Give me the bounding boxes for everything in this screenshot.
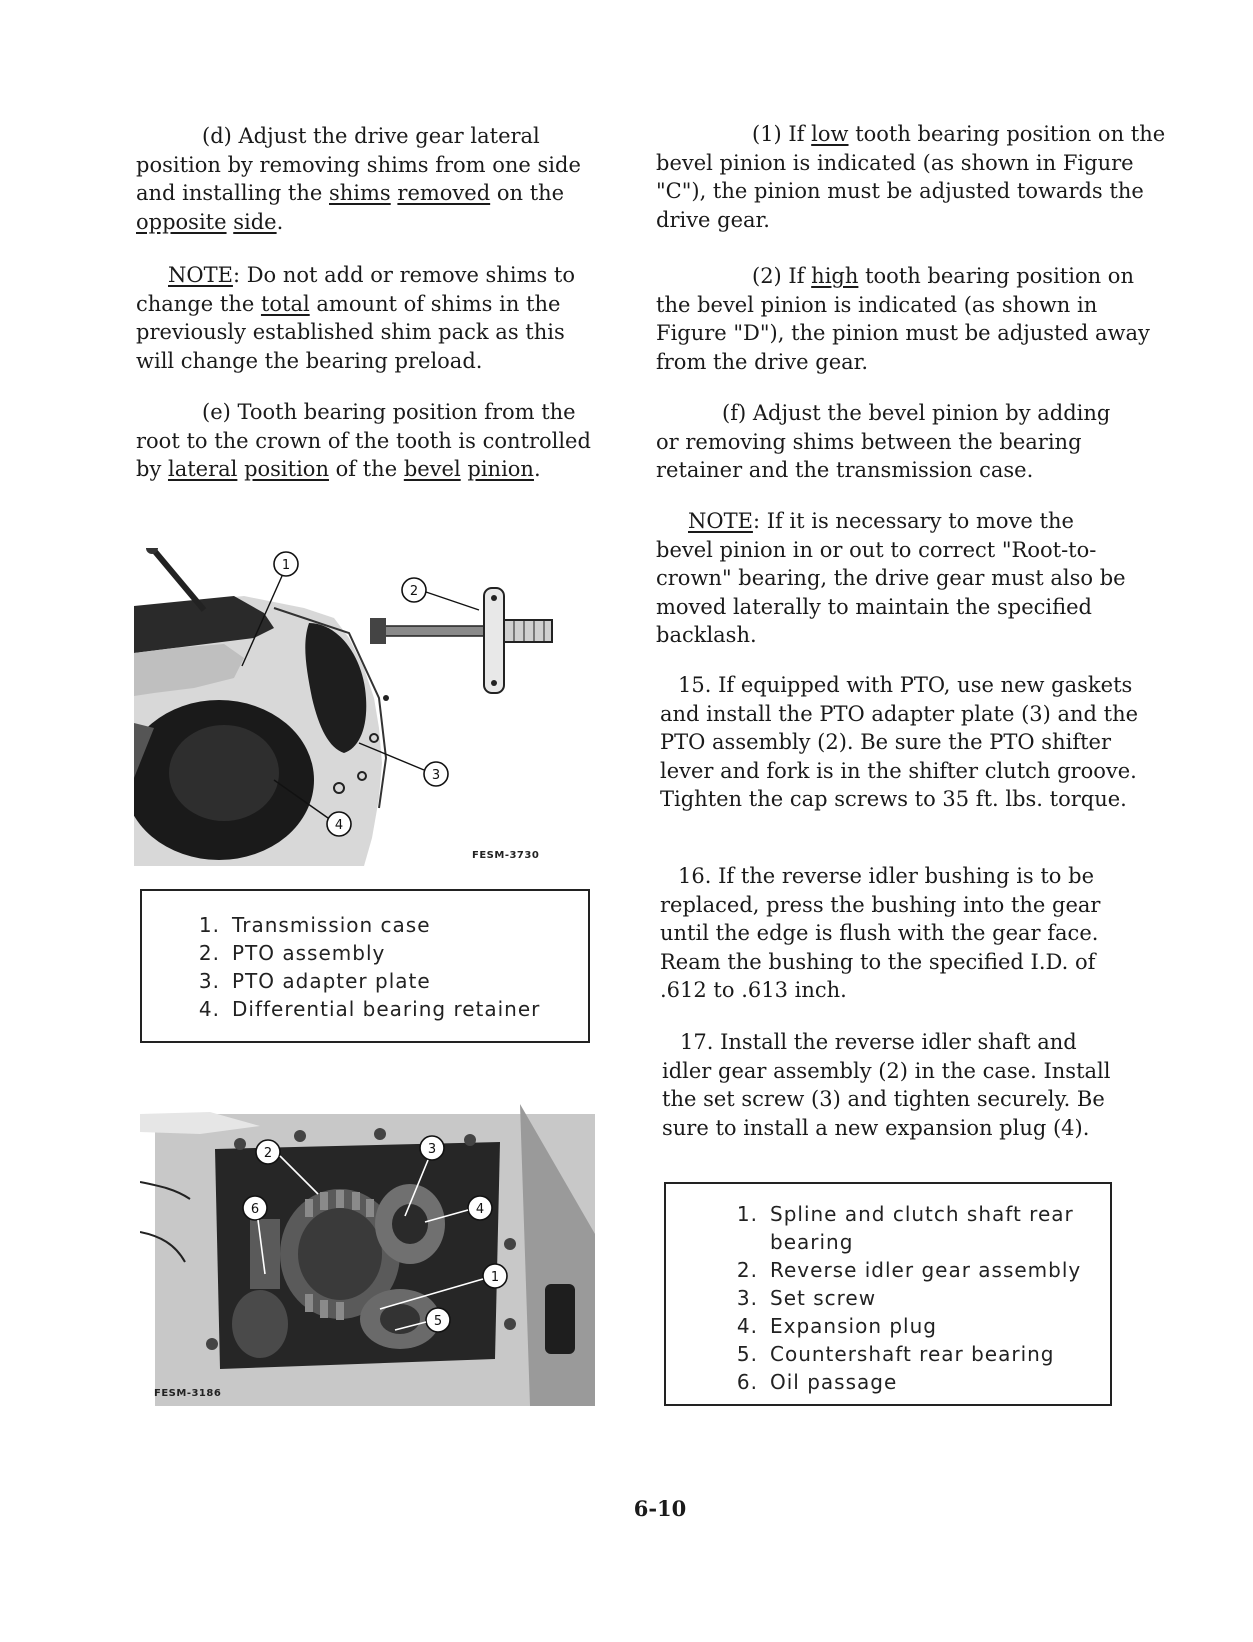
svg-text:5: 5 — [433, 1314, 443, 1329]
note-2 — [656, 507, 1136, 650]
step-e — [136, 398, 606, 484]
svg-text:2: 2 — [263, 1146, 273, 1161]
step-f-paragraph: (f) Adjust the bevel pinion by adding or removing shims between the bearing retainer and the transmission case. — [656, 401, 1111, 482]
svg-text:3: 3 — [427, 1142, 437, 1157]
step-d-paragraph: (d) Adjust the drive gear lateral position by removing shims from one side and installing the shims removed on the opposite side. — [136, 124, 581, 234]
step-15-paragraph: 15. If equipped with PTO, use new gaskets and install the PTO adapter plate (3) and the PTO assembly (2). Be sure the PTO shifter lever and fork is in the shifter clutch groove. Tighten the cap screws to 35 ft. lbs. torque. — [660, 673, 1139, 811]
legend-1-item: 1. Transmission case — [198, 913, 431, 937]
pto-assembly-photo — [134, 548, 564, 866]
svg-text:4: 4 — [334, 818, 344, 833]
step-16 — [660, 862, 1140, 1005]
transmission-case-photo — [140, 1104, 595, 1409]
figure-1-legend — [140, 889, 590, 1043]
figure-2-legend — [664, 1182, 1112, 1406]
legend-1-item: 3. PTO adapter plate — [198, 969, 431, 993]
svg-text:4: 4 — [475, 1202, 485, 1217]
legend-1-item: 4. Differential bearing retainer — [198, 997, 541, 1021]
svg-text:3: 3 — [431, 768, 441, 783]
svg-text:2: 2 — [409, 584, 419, 599]
note-1 — [136, 261, 606, 375]
svg-text:1: 1 — [281, 558, 291, 573]
step-15 — [660, 671, 1140, 814]
step-16-paragraph: 16. If the reverse idler bushing is to be replaced, press the bushing into the gear until the edge is flush with the gear face. Ream the bushing to the specified I.D. of .612 to .613 inch. — [660, 864, 1101, 1002]
figure-2-code: FESM-3186 — [154, 1388, 222, 1399]
note-2-paragraph: NOTE: If it is necessary to move the bevel pinion in or out to correct "Root-to-crown" bearing, the drive gear must also be moved laterally to maintain the specified backlash. — [656, 509, 1126, 647]
legend-2-item: 1. Spline and clutch shaft rear bearing — [736, 1202, 1074, 1254]
callout-2 — [402, 578, 479, 610]
legend-2-item: 5. Countershaft rear bearing — [736, 1342, 1055, 1366]
step-1-paragraph: (1) If low tooth bearing position on the bevel pinion is indicated (as shown in Figure "C"), the pinion must be adjusted towards the drive gear. — [656, 122, 1166, 232]
legend-2-item: 6. Oil passage — [736, 1370, 898, 1394]
legend-1-item: 2. PTO assembly — [198, 941, 386, 965]
legend-2-item: 4. Expansion plug — [736, 1314, 937, 1338]
left-column — [136, 122, 606, 236]
step-e-paragraph: (e) Tooth bearing position from the root to the crown of the tooth is controlled by lateral position of the bevel pinion. — [136, 400, 591, 481]
legend-2-item: 2. Reverse idler gear assembly — [736, 1258, 1082, 1282]
svg-text:6: 6 — [250, 1202, 260, 1217]
step-17 — [662, 1028, 1132, 1142]
legend-2-item: 3. Set screw — [736, 1286, 877, 1310]
figure-1-code: FESM-3730 — [472, 850, 540, 861]
right-step-f — [656, 399, 1136, 485]
svg-text:1: 1 — [490, 1270, 500, 1285]
step-17-paragraph: 17. Install the reverse idler shaft and idler gear assembly (2) in the case. Install the set screw (3) and tighten securely. Be sure to install a new expansion plug (4). — [662, 1030, 1111, 1140]
page-number: 6-10 — [633, 1496, 687, 1521]
step-2-paragraph: (2) If high tooth bearing position on the bevel pinion is indicated (as shown in Figure "D"), the pinion must be adjusted away from the drive gear. — [656, 264, 1150, 374]
right-step-1 — [656, 120, 1181, 234]
right-step-2 — [656, 262, 1156, 376]
note-1-paragraph: NOTE: Do not add or remove shims to change the total amount of shims in the previously established shim pack as this will change the bearing preload. — [136, 263, 576, 373]
